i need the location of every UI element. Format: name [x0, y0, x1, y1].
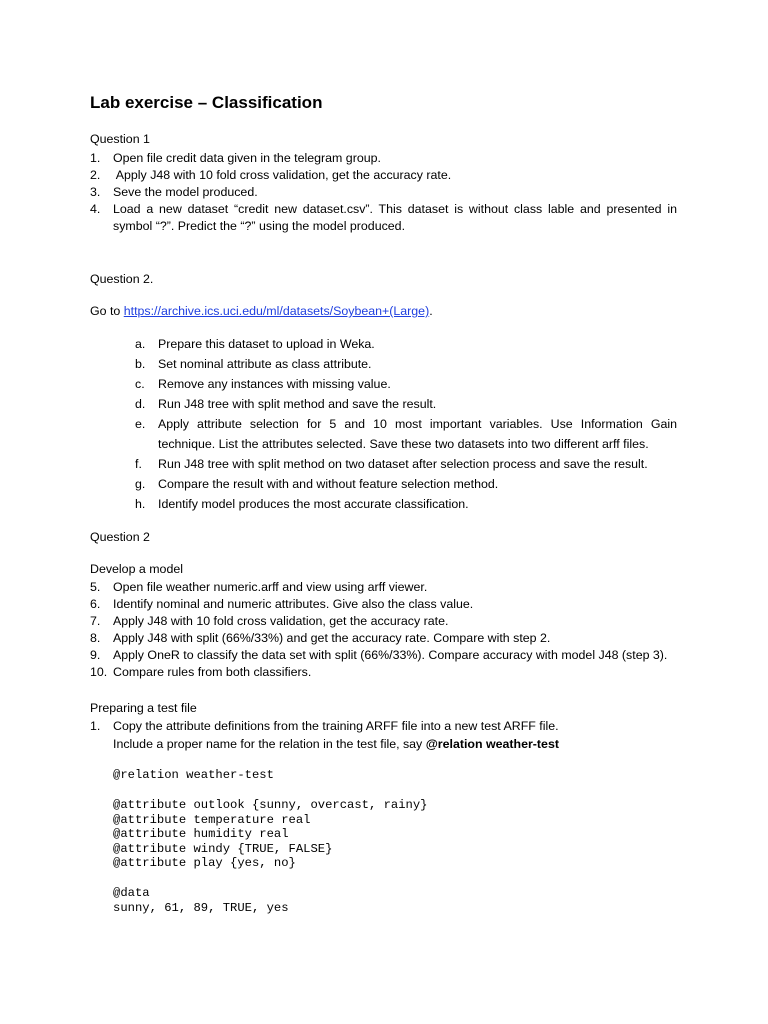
question-1-list — [90, 150, 677, 235]
test-file-line-2 — [113, 736, 559, 753]
list-item-letter: a. — [135, 337, 146, 351]
test-file-line-1: Copy the attribute definitions from the training ARFF file into a new test ARFF file. — [113, 719, 559, 733]
list-item-letter: h. — [135, 497, 146, 511]
list-item-text: Apply J48 with 10 fold cross validation, get the accuracy rate. — [113, 614, 449, 628]
list-item — [90, 630, 677, 647]
dataset-link[interactable]: https://archive.ics.uci.edu/ml/datasets/Soybean+(Large) — [123, 304, 430, 318]
code-attribute-line: @attribute windy {TRUE, FALSE} — [113, 841, 333, 856]
code-data-label: @data — [113, 886, 150, 900]
list-item — [90, 167, 677, 184]
goto-line — [90, 303, 433, 320]
list-item-letter: e. — [135, 417, 146, 431]
list-item — [135, 394, 677, 414]
goto-suffix: . — [429, 304, 433, 318]
list-item — [135, 374, 677, 394]
list-item-number: 5. — [90, 580, 101, 594]
code-relation: @relation weather-test — [113, 768, 274, 782]
list-item-letter: c. — [135, 377, 145, 391]
code-attribute-line: @attribute temperature real — [113, 812, 311, 827]
list-item-text: Remove any instances with missing value. — [158, 377, 391, 391]
question-2-list — [135, 334, 677, 514]
list-item — [90, 579, 677, 596]
list-item — [135, 474, 677, 494]
list-item — [135, 414, 677, 454]
test-file-heading: Preparing a test file — [90, 701, 197, 715]
list-item-text: Apply J48 with 10 fold cross validation, get the accuracy rate. — [113, 168, 452, 182]
code-attribute-line: @attribute humidity real — [113, 827, 289, 842]
list-item-text: Open file credit data given in the telegram group. — [113, 151, 381, 165]
code-attribute-line: @attribute play {yes, no} — [113, 856, 296, 871]
list-item-number: 8. — [90, 631, 101, 645]
list-item-number: 1. — [90, 151, 101, 165]
list-item — [90, 647, 677, 664]
test-file-line-2-text: Include a proper name for the relation in the test file, say — [113, 737, 426, 751]
list-item-letter: b. — [135, 357, 146, 371]
page-title: Lab exercise – Classification — [90, 93, 323, 112]
list-item — [135, 354, 677, 374]
list-item-text: Compare the result with and without feature selection method. — [158, 477, 499, 491]
list-item-number: 6. — [90, 597, 101, 611]
code-attribute-line: @attribute outlook {sunny, overcast, rainy} — [113, 798, 428, 812]
question-2-heading: Question 2. — [90, 272, 154, 286]
list-item-text: Identify model produces the most accurate classification. — [158, 497, 469, 511]
list-item-text: Load a new dataset “credit new dataset.csv”. This dataset is without class lable and presented in symbol “?”. Predict the “?” using the model produced. — [113, 202, 677, 233]
list-item — [135, 494, 677, 514]
test-file-item-number: 1. — [90, 719, 101, 733]
question-3-heading: Question 2 — [90, 530, 150, 544]
develop-model-subheading: Develop a model — [90, 562, 183, 576]
list-item — [135, 334, 677, 354]
list-item — [90, 664, 677, 681]
list-item-text: Apply OneR to classify the data set with split (66%/33%). Compare accuracy with model J48 (step 3). — [113, 648, 668, 662]
list-item-text: Open file weather numeric.arff and view using arff viewer. — [113, 580, 428, 594]
list-item — [90, 596, 677, 613]
question-1-heading: Question 1 — [90, 132, 150, 146]
list-item — [135, 454, 677, 474]
list-item-text: Identify nominal and numeric attributes. Give also the class value. — [113, 597, 474, 611]
list-item — [90, 613, 677, 630]
develop-model-list — [90, 579, 677, 681]
list-item-text: Run J48 tree with split method and save the result. — [158, 397, 437, 411]
list-item-number: 4. — [90, 202, 101, 216]
list-item-text: Prepare this dataset to upload in Weka. — [158, 337, 375, 351]
list-item-number: 10. — [90, 665, 108, 679]
list-item-number: 7. — [90, 614, 101, 628]
list-item-number: 9. — [90, 648, 101, 662]
list-item-letter: g. — [135, 477, 146, 491]
list-item-letter: d. — [135, 397, 146, 411]
list-item-text: Apply J48 with split (66%/33%) and get the accuracy rate. Compare with step 2. — [113, 631, 551, 645]
list-item — [90, 150, 677, 167]
list-item-text: Run J48 tree with split method on two dataset after selection process and save the result. — [158, 457, 648, 471]
list-item-text: Seve the model produced. — [113, 185, 258, 199]
relation-name-bold: @relation weather-test — [425, 737, 559, 751]
list-item — [90, 201, 677, 235]
goto-prefix: Go to — [90, 304, 124, 318]
code-data-row: sunny, 61, 89, TRUE, yes — [113, 901, 289, 915]
list-item-number: 3. — [90, 185, 101, 199]
list-item-number: 2. — [90, 168, 101, 182]
list-item-text: Apply attribute selection for 5 and 10 most important variables. Use Information Gain technique. List the attributes selected. Save these two datasets into two different arff files. — [158, 417, 677, 451]
list-item-letter: f. — [135, 457, 142, 471]
list-item — [90, 184, 677, 201]
list-item-text: Compare rules from both classifiers. — [113, 665, 312, 679]
list-item-text: Set nominal attribute as class attribute. — [158, 357, 372, 371]
